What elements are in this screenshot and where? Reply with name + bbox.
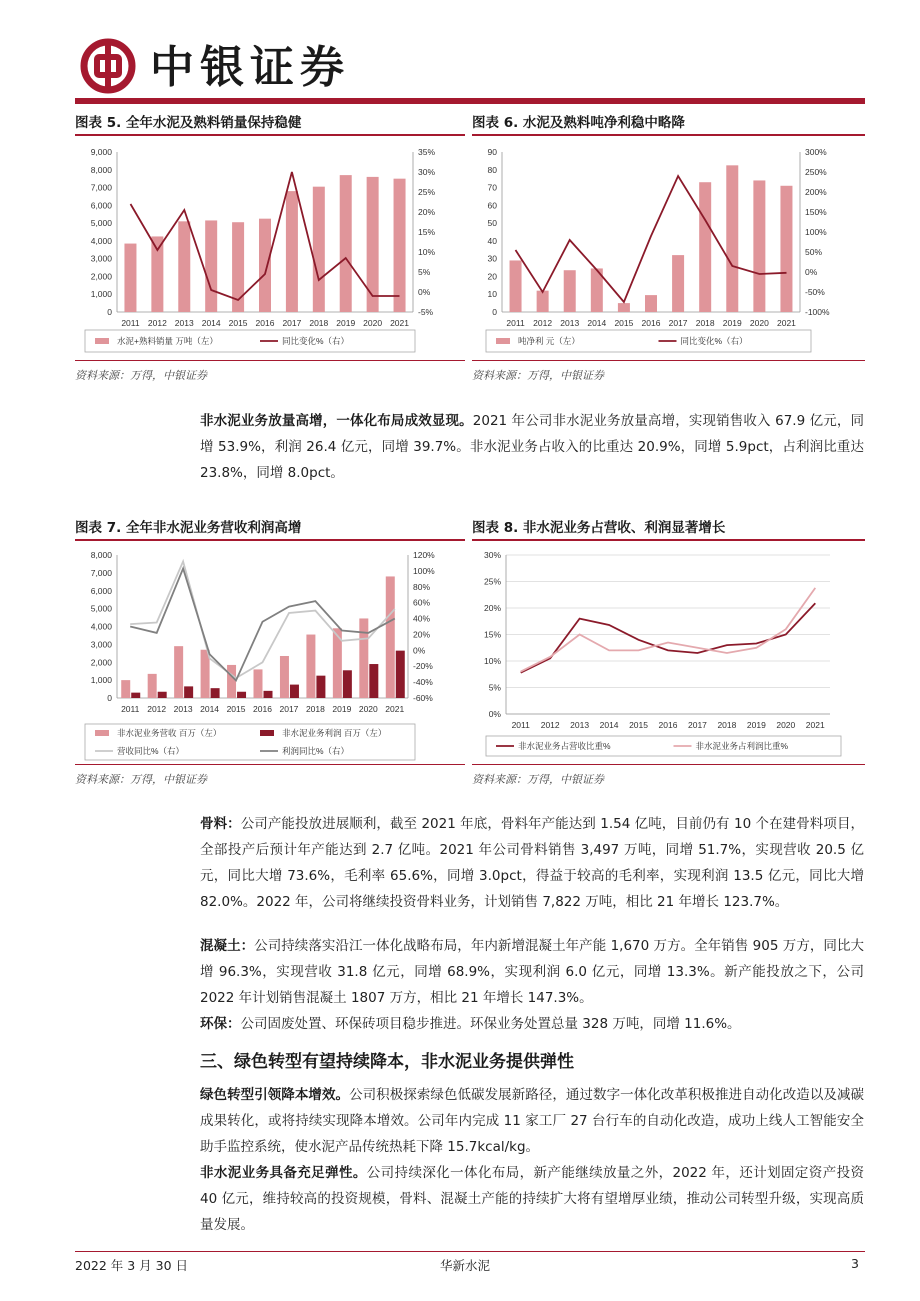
bar bbox=[396, 651, 405, 698]
y-tick-label: 0% bbox=[488, 709, 501, 719]
x-tick-label: 2018 bbox=[309, 318, 329, 328]
y-tick-label: 8,000 bbox=[90, 164, 112, 175]
figure-7-bottom-rule bbox=[75, 764, 465, 765]
y-tick-label: 30 bbox=[487, 253, 497, 264]
x-tick-label: 2021 bbox=[390, 318, 410, 328]
x-tick-label: 2014 bbox=[200, 704, 220, 714]
bar bbox=[699, 182, 711, 312]
y2-tick-label: 0% bbox=[805, 267, 818, 277]
y2-tick-label: 25% bbox=[418, 187, 436, 197]
bar bbox=[124, 244, 136, 312]
bar bbox=[645, 295, 657, 312]
legend-label: 同比变化%（右） bbox=[282, 336, 350, 346]
legend-label: 同比变化%（右） bbox=[680, 336, 748, 346]
figure-5-bottom-rule bbox=[75, 360, 465, 361]
paragraph-environmental bbox=[200, 1011, 864, 1037]
y2-tick-label: -60% bbox=[413, 693, 433, 703]
y-tick-label: 3,000 bbox=[90, 253, 112, 264]
y-tick-label: 3,000 bbox=[90, 639, 112, 650]
x-tick-label: 2020 bbox=[749, 318, 769, 328]
paragraph-concrete bbox=[200, 933, 864, 1011]
bar bbox=[201, 650, 210, 698]
series-line bbox=[521, 588, 816, 672]
x-tick-label: 2018 bbox=[695, 318, 715, 328]
bar bbox=[394, 179, 406, 312]
paragraph-lead: 骨料： bbox=[200, 816, 241, 832]
y2-tick-label: 20% bbox=[418, 207, 436, 217]
x-tick-label: 2012 bbox=[147, 318, 167, 328]
bar bbox=[672, 255, 684, 312]
bar bbox=[386, 576, 395, 698]
bar bbox=[369, 664, 378, 698]
x-tick-label: 2013 bbox=[173, 704, 193, 714]
y2-tick-label: 15% bbox=[418, 227, 436, 237]
y2-tick-label: 100% bbox=[413, 565, 435, 576]
bar bbox=[618, 303, 630, 312]
y-tick-label: 0 bbox=[492, 307, 497, 317]
paragraph-body: 公司持续落实沿江一体化战略布局，年内新增混凝土年产能 1,670 万方。全年销售 905 万方，同比大增 96.3%，实现营收 31.8 亿元，同增 68.9%，实现利润 6.0 亿元，同增 13.3%。新产能投放之下，公司 2022 年计划销售混凝土 1807 万方，相比 21 年增长 147.3%。 bbox=[200, 938, 864, 1006]
y-tick-label: 1,000 bbox=[90, 675, 112, 686]
legend-label: 吨净利 元（左） bbox=[518, 336, 580, 346]
y2-tick-label: 100% bbox=[805, 227, 827, 237]
bar bbox=[343, 670, 352, 698]
bar bbox=[753, 180, 765, 312]
figure-6-chart bbox=[472, 140, 865, 360]
figure-6-rule bbox=[472, 134, 865, 136]
figure-6-source: 资料来源：万得，中银证券 bbox=[472, 369, 604, 382]
legend-swatch bbox=[95, 338, 109, 344]
footer-date: 2022 年 3 月 30 日 bbox=[75, 1258, 189, 1273]
y2-tick-label: 150% bbox=[805, 207, 827, 217]
x-tick-label: 2021 bbox=[776, 318, 796, 328]
bar bbox=[780, 186, 792, 312]
x-tick-label: 2014 bbox=[599, 720, 619, 730]
y-tick-label: 7,000 bbox=[90, 182, 112, 193]
paragraph-body: 公司固废处置、环保砖项目稳步推进。环保业务处置总量 328 万吨，同增 11.6%。 bbox=[240, 1016, 741, 1032]
y2-tick-label: -20% bbox=[413, 661, 433, 672]
bar bbox=[726, 165, 738, 312]
figure-7-title: 图表 7. 全年非水泥业务营收利润高增 bbox=[75, 520, 302, 536]
y2-tick-label: 40% bbox=[413, 613, 431, 624]
section-heading: 三、绿色转型有望持续降本，非水泥业务提供弹性 bbox=[200, 1052, 574, 1072]
bar bbox=[178, 221, 190, 312]
x-tick-label: 2016 bbox=[658, 720, 678, 730]
x-tick-label: 2012 bbox=[147, 704, 167, 714]
bar bbox=[313, 187, 325, 312]
paragraph-lead: 非水泥业务放量高增，一体化布局成效显现。 bbox=[200, 413, 473, 429]
x-tick-label: 2017 bbox=[668, 318, 688, 328]
y-tick-label: 1,000 bbox=[90, 289, 112, 300]
y-tick-label: 30% bbox=[483, 550, 501, 560]
y-tick-label: 4,000 bbox=[90, 621, 112, 632]
figure-6-title: 图表 6. 水泥及熟料吨净利稳中略降 bbox=[472, 115, 685, 131]
paragraph-body: 公司产能投放进展顺利，截至 2021 年底，骨料年产能达到 1.54 亿吨，目前仍有 10 个在建骨料项目，全部投产后预计年产能达到 2.7 亿吨。2021 年公司骨料销售 3,497 万吨，同增 51.7%，实现营收 20.5 亿元，同比大增 73.6%，毛利率 65.6%，同增 3.0pct，得益于较高的毛利率，实现利润 13.5 亿元，同比大增 82.0%。2022 年，公司将继续投资骨料业务，计划销售 7,822 万吨，相比 21 年增长 123.7%。 bbox=[200, 816, 865, 910]
x-tick-label: 2012 bbox=[533, 318, 553, 328]
y2-tick-label: 250% bbox=[805, 167, 827, 177]
bar bbox=[158, 692, 167, 698]
y2-tick-label: 200% bbox=[805, 187, 827, 197]
x-tick-label: 2018 bbox=[717, 720, 737, 730]
x-tick-label: 2015 bbox=[226, 704, 246, 714]
bar bbox=[367, 177, 379, 312]
legend-swatch bbox=[496, 338, 510, 344]
bar bbox=[151, 236, 163, 312]
y2-tick-label: -40% bbox=[413, 677, 433, 688]
legend-label: 非水泥业务占利润比重% bbox=[695, 741, 789, 751]
bar bbox=[205, 220, 217, 312]
x-tick-label: 2011 bbox=[511, 720, 530, 730]
y2-tick-label: 0% bbox=[413, 645, 426, 656]
x-tick-label: 2013 bbox=[560, 318, 580, 328]
paragraph-body: 公司积极探索绿色低碳发展新路径，通过数字一体化改革积极推进自动化改造以及减碳成果转化，或将持续实现降本增效。公司年内完成 11 家工厂 27 台行车的自动化改造，成功上线人工智能安全助手监控系统，使水泥产品传统热耗下降 15.7kcal/kg。 bbox=[200, 1087, 865, 1155]
bar bbox=[306, 635, 315, 698]
legend-label: 利润同比%（右） bbox=[282, 746, 350, 756]
figure-7-chart bbox=[75, 544, 465, 764]
x-tick-label: 2016 bbox=[641, 318, 661, 328]
x-tick-label: 2019 bbox=[722, 318, 742, 328]
y-tick-label: 0 bbox=[107, 307, 112, 317]
bar bbox=[254, 669, 263, 698]
y-tick-label: 80 bbox=[487, 164, 497, 175]
x-tick-label: 2019 bbox=[336, 318, 356, 328]
y2-tick-label: 300% bbox=[805, 147, 827, 157]
x-tick-label: 2020 bbox=[358, 704, 378, 714]
series-line bbox=[130, 561, 395, 678]
legend-label: 非水泥业务利润 百万（左） bbox=[282, 728, 387, 738]
bar bbox=[131, 693, 140, 698]
x-tick-label: 2017 bbox=[282, 318, 302, 328]
bar bbox=[121, 680, 130, 698]
x-tick-label: 2015 bbox=[614, 318, 634, 328]
y2-tick-label: 5% bbox=[418, 267, 431, 277]
y2-tick-label: 120% bbox=[413, 550, 435, 560]
x-tick-label: 2014 bbox=[587, 318, 607, 328]
bar bbox=[564, 270, 576, 312]
figure-7-rule bbox=[75, 539, 465, 541]
x-tick-label: 2016 bbox=[253, 704, 272, 714]
bar bbox=[259, 219, 271, 312]
paragraph-non-cement bbox=[200, 408, 864, 486]
figure-8-bottom-rule bbox=[472, 764, 865, 765]
legend-swatch bbox=[260, 730, 274, 736]
y2-tick-label: -5% bbox=[418, 307, 434, 317]
x-tick-label: 2011 bbox=[121, 318, 140, 328]
x-tick-label: 2020 bbox=[363, 318, 383, 328]
y-tick-label: 5,000 bbox=[90, 603, 112, 614]
x-tick-label: 2021 bbox=[385, 704, 405, 714]
figure-7-source: 资料来源：万得，中银证券 bbox=[75, 773, 207, 786]
legend-label: 水泥+熟料销量 万吨（左） bbox=[117, 336, 218, 346]
x-tick-label: 2012 bbox=[540, 720, 560, 730]
legend-label: 非水泥业务营收 百万（左） bbox=[117, 728, 222, 738]
y-tick-label: 20 bbox=[487, 271, 497, 282]
y2-tick-label: 10% bbox=[418, 247, 436, 257]
y-tick-label: 6,000 bbox=[90, 200, 112, 211]
y-tick-label: 20% bbox=[483, 603, 501, 613]
y-tick-label: 0 bbox=[107, 693, 112, 703]
paragraph-lead: 环保： bbox=[200, 1016, 241, 1032]
paragraph-body: 公司持续深化一体化布局，新产能继续放量之外，2022 年，还计划固定资产投资 40 亿元，维持较高的投资规模，骨料、混凝土产能的持续扩大将有望增厚业绩，推动公司转型升级，实现高质量发展。 bbox=[200, 1165, 864, 1233]
y-tick-label: 10 bbox=[487, 289, 497, 300]
bar bbox=[211, 688, 220, 698]
x-tick-label: 2017 bbox=[687, 720, 707, 730]
bar bbox=[237, 692, 246, 698]
figure-8-title: 图表 8. 非水泥业务占营收、利润显著增长 bbox=[472, 520, 726, 536]
bar bbox=[510, 260, 522, 312]
figure-8-rule bbox=[472, 539, 865, 541]
y-tick-label: 6,000 bbox=[90, 585, 112, 596]
x-tick-label: 2018 bbox=[305, 704, 325, 714]
y-tick-label: 7,000 bbox=[90, 567, 112, 578]
series-line bbox=[516, 176, 787, 302]
x-tick-label: 2016 bbox=[255, 318, 275, 328]
y-tick-label: 4,000 bbox=[90, 235, 112, 246]
y2-tick-label: 30% bbox=[418, 167, 436, 177]
y-tick-label: 9,000 bbox=[90, 147, 112, 157]
x-tick-label: 2020 bbox=[776, 720, 796, 730]
figure-5-chart bbox=[75, 140, 465, 360]
bar bbox=[316, 676, 325, 698]
bar bbox=[148, 674, 157, 698]
x-tick-label: 2015 bbox=[629, 720, 649, 730]
y2-tick-label: 60% bbox=[413, 597, 431, 608]
x-tick-label: 2019 bbox=[332, 704, 352, 714]
y-tick-label: 90 bbox=[487, 147, 497, 157]
figure-8-chart bbox=[472, 544, 865, 764]
bar bbox=[290, 685, 299, 698]
bar bbox=[537, 291, 549, 312]
y2-tick-label: 35% bbox=[418, 147, 436, 157]
bar bbox=[174, 646, 183, 698]
x-tick-label: 2015 bbox=[228, 318, 248, 328]
y-tick-label: 50 bbox=[487, 218, 497, 229]
paragraph-body: 2021 年公司非水泥业务放量高增，实现销售收入 67.9 亿元，同增 53.9%，利润 26.4 亿元，同增 39.7%。非水泥业务占收入的比重达 20.9%，同增 5.9pct，占利润比重达 23.8%，同增 8.0pct。 bbox=[200, 413, 865, 481]
figure-6-bottom-rule bbox=[472, 360, 865, 361]
paragraph-lead: 非水泥业务具备充足弹性。 bbox=[200, 1165, 367, 1181]
footer-company: 华新水泥 bbox=[440, 1258, 491, 1273]
bank-of-china-logo-icon bbox=[80, 38, 136, 94]
brand-name: 中银证券 bbox=[150, 42, 350, 93]
x-tick-label: 2011 bbox=[121, 704, 140, 714]
x-tick-label: 2014 bbox=[201, 318, 221, 328]
header-rule bbox=[75, 98, 865, 104]
y2-tick-label: 80% bbox=[413, 581, 431, 592]
figure-5-rule bbox=[75, 134, 465, 136]
paragraph-lead: 混凝土： bbox=[200, 938, 255, 954]
series-line bbox=[130, 569, 395, 681]
figure-5-source: 资料来源：万得，中银证券 bbox=[75, 369, 207, 382]
bar bbox=[184, 686, 193, 698]
x-tick-label: 2019 bbox=[746, 720, 766, 730]
bar bbox=[227, 665, 236, 698]
x-tick-label: 2013 bbox=[174, 318, 194, 328]
y2-tick-label: 20% bbox=[413, 629, 431, 640]
paragraph-aggregates bbox=[200, 811, 864, 915]
x-tick-label: 2021 bbox=[805, 720, 825, 730]
y-tick-label: 70 bbox=[487, 182, 497, 193]
legend-label: 非水泥业务占营收比重% bbox=[518, 741, 611, 751]
y2-tick-label: -50% bbox=[805, 287, 825, 297]
y-tick-label: 40 bbox=[487, 235, 497, 246]
y-tick-label: 5,000 bbox=[90, 218, 112, 229]
paragraph-lead: 绿色转型引领降本增效。 bbox=[200, 1087, 350, 1103]
y-tick-label: 5% bbox=[488, 682, 501, 693]
x-tick-label: 2017 bbox=[279, 704, 299, 714]
y-tick-label: 25% bbox=[483, 576, 501, 587]
x-tick-label: 2011 bbox=[506, 318, 525, 328]
bar bbox=[280, 656, 289, 698]
paragraph-non-cement-elasticity bbox=[200, 1160, 864, 1238]
bar bbox=[359, 618, 368, 698]
page-number: 3 bbox=[851, 1256, 859, 1271]
y-tick-label: 2,000 bbox=[90, 271, 112, 282]
bar bbox=[264, 691, 273, 698]
figure-8-source: 资料来源：万得，中银证券 bbox=[472, 773, 604, 786]
bar bbox=[340, 175, 352, 312]
y2-tick-label: -100% bbox=[805, 307, 830, 317]
y-tick-label: 8,000 bbox=[90, 550, 112, 560]
figure-5-title: 图表 5. 全年水泥及熟料销量保持稳健 bbox=[75, 115, 302, 131]
y-tick-label: 60 bbox=[487, 200, 497, 211]
y-tick-label: 10% bbox=[483, 656, 501, 666]
y-tick-label: 2,000 bbox=[90, 657, 112, 668]
y-tick-label: 15% bbox=[483, 629, 501, 640]
y2-tick-label: 50% bbox=[805, 247, 823, 257]
paragraph-green-transition bbox=[200, 1082, 864, 1160]
legend-label: 营收同比%（右） bbox=[117, 746, 185, 756]
x-tick-label: 2013 bbox=[570, 720, 590, 730]
y2-tick-label: 0% bbox=[418, 287, 431, 297]
bar bbox=[286, 191, 298, 312]
footer-rule bbox=[75, 1251, 865, 1252]
legend-swatch bbox=[95, 730, 109, 736]
